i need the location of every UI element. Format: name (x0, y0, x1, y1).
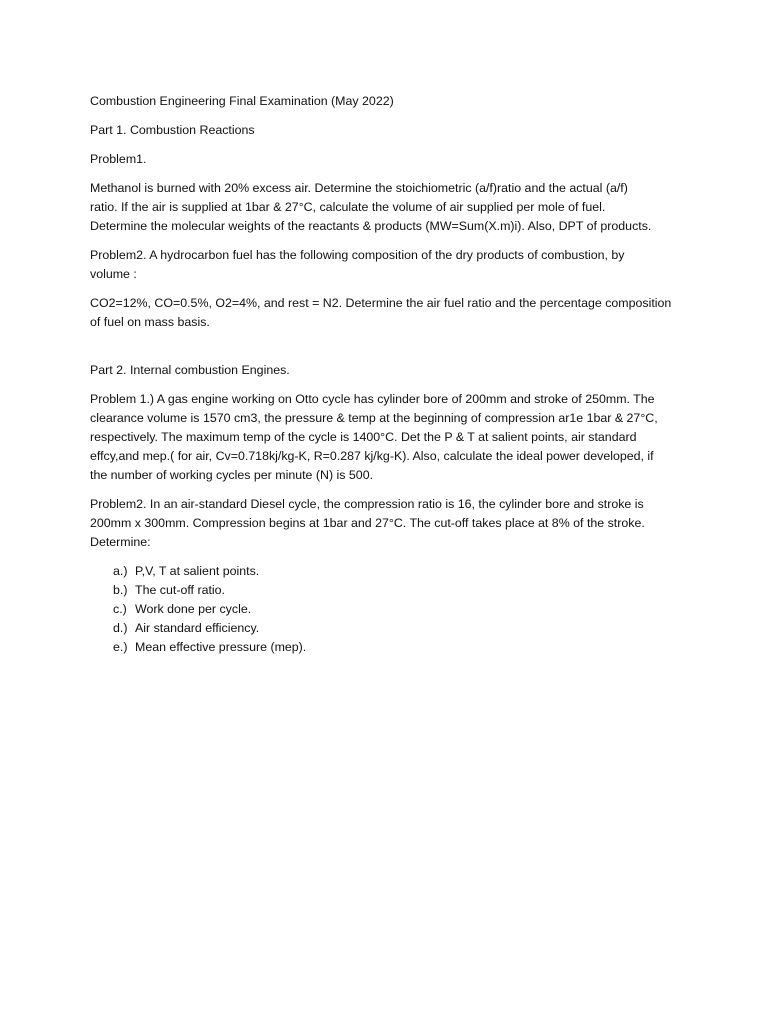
text-line: volume : (90, 267, 137, 281)
part2-problem1-body (90, 390, 680, 485)
text-line: respectively. The maximum temp of the cycle is 1400°C. Det the P & T at salient points, air standard (90, 430, 637, 444)
list-item (90, 638, 680, 657)
list-marker: d.) (113, 621, 128, 635)
text-line: effcy,and mep.( for air, Cv=0.718kj/kg-K, R=0.287 kj/kg-K). Also, calculate the ideal power developed, if (90, 449, 654, 463)
list-item (90, 581, 680, 600)
list-marker: c.) (113, 602, 127, 616)
text-line: ratio. If the air is supplied at 1bar & 27°C, calculate the volume of air supplied per mole of fuel. (90, 200, 606, 214)
text-line: CO2=12%, CO=0.5%, O2=4%, and rest = N2. Determine the air fuel ratio and the percentage composition (90, 296, 672, 310)
list-item (90, 600, 680, 619)
text-line: Determine: (90, 535, 151, 549)
list-marker: b.) (113, 583, 128, 597)
part1-problem2-detail (90, 294, 680, 332)
list-marker: a.) (113, 564, 128, 578)
part1-problem1-label-text: Problem1. (90, 152, 147, 166)
list-item-text: Work done per cycle. (135, 602, 252, 616)
text-line: clearance volume is 1570 cm3, the pressure & temp at the beginning of compression ar1e 1bar & 27°C, (90, 411, 658, 425)
list-item-text: P,V, T at salient points. (135, 564, 260, 578)
list-item (90, 562, 680, 581)
text-line: Problem 1.) A gas engine working on Otto cycle has cylinder bore of 200mm and stroke of 250mm. The (90, 392, 655, 406)
part2-problem2-body (90, 495, 680, 552)
text-line: the number of working cycles per minute (N) is 500. (90, 468, 374, 482)
list-item-text: Air standard efficiency. (135, 621, 260, 635)
part1-heading (90, 121, 680, 140)
part1-problem2-body (90, 246, 680, 284)
part1-problem1-body (90, 179, 680, 236)
part1-heading-text: Part 1. Combustion Reactions (90, 123, 255, 137)
list-item-text: The cut-off ratio. (135, 583, 225, 597)
text-line: Problem2. A hydrocarbon fuel has the following composition of the dry products of combustion, by (90, 248, 625, 262)
text-line: 200mm x 300mm. Compression begins at 1bar and 27°C. The cut-off takes place at 8% of the stroke. (90, 516, 645, 530)
list-item-text: Mean effective pressure (mep). (135, 640, 307, 654)
part2-problem2-list (90, 562, 680, 657)
part1-problem1-label (90, 150, 680, 169)
document-content (90, 92, 680, 657)
part2-heading (90, 361, 680, 380)
text-line: of fuel on mass basis. (90, 315, 210, 329)
text-line: Determine the molecular weights of the reactants & products (MW=Sum(X.m)i). Also, DPT of products. (90, 219, 652, 233)
document-title (90, 92, 680, 111)
text-line: Problem2. In an air-standard Diesel cycle, the compression ratio is 16, the cylinder bore and stroke is (90, 497, 644, 511)
list-marker: e.) (113, 640, 128, 654)
list-item (90, 619, 680, 638)
title-text: Combustion Engineering Final Examination (May 2022) (90, 94, 394, 108)
text-line: Methanol is burned with 20% excess air. Determine the stoichiometric (a/f)ratio and the actual (a/f) (90, 181, 628, 195)
part2-heading-text: Part 2. Internal combustion Engines. (90, 363, 290, 377)
